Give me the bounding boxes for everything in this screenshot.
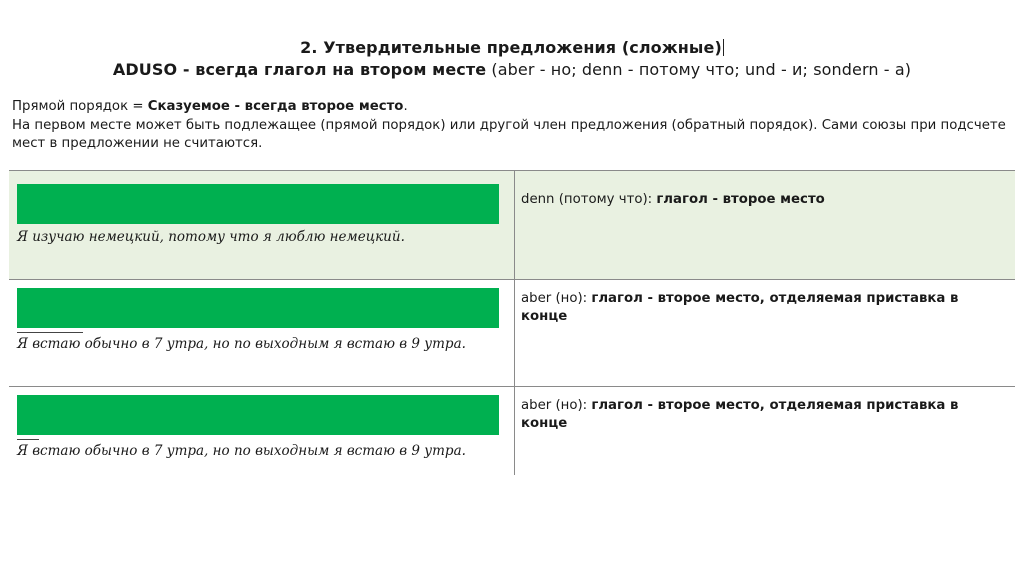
- rule-description: глагол - второе место: [656, 192, 825, 207]
- underline-fragment: [17, 439, 39, 440]
- slide-title: [0, 38, 1024, 57]
- intro-plain: Прямой порядок =: [12, 99, 148, 114]
- rule-conjunction: denn (потому что):: [521, 192, 657, 207]
- rule-text: [521, 191, 1005, 209]
- rule-description: глагол - второе место, отделяемая приставка в конце: [521, 291, 959, 324]
- text-cursor: [723, 39, 724, 56]
- subtitle-bold: ADUSO - всегда глагол на втором месте: [112, 60, 487, 79]
- intro-end: .: [403, 99, 408, 114]
- example-sentence: Я встаю обычно в 7 утра, но по выходным я встаю в 9 утра.: [17, 443, 466, 459]
- rule-cell: [515, 387, 1016, 476]
- rule-cell: [515, 280, 1016, 387]
- rules-table: [9, 170, 1015, 475]
- rule-cell: [515, 171, 1016, 280]
- rule-conjunction: aber (но):: [521, 398, 592, 413]
- redaction-block: [17, 395, 499, 435]
- redaction-block: [17, 184, 499, 224]
- intro-line-1: [12, 98, 1012, 116]
- redaction-block: [17, 288, 499, 328]
- rule-text: [521, 397, 1005, 433]
- example-sentence: Я встаю обычно в 7 утра, но по выходным я встаю в 9 утра.: [17, 336, 466, 352]
- underline-fragment: [17, 332, 83, 333]
- example-cell: [9, 171, 515, 280]
- table-row: [9, 280, 1015, 387]
- rule-description: глагол - второе место, отделяемая приставка в конце: [521, 398, 959, 431]
- example-cell: [9, 280, 515, 387]
- intro-line-2: На первом месте может быть подлежащее (прямой порядок) или другой член предложения (обратный порядок). Сами союзы при подсчете мест в предложении не считаются.: [12, 118, 1006, 151]
- subtitle-rest: (aber - но; denn - потому что; und - и; sondern - а): [486, 60, 912, 79]
- table-row: [9, 171, 1015, 280]
- intro-bold: Сказуемое - всегда второе место: [147, 99, 404, 114]
- example-sentence: Я изучаю немецкий, потому что я люблю немецкий.: [17, 229, 405, 245]
- table-row: [9, 387, 1015, 476]
- slide-subtitle: [0, 60, 1024, 79]
- slide-title-text: 2. Утвердительные предложения (сложные): [300, 38, 722, 57]
- example-cell: [9, 387, 515, 476]
- rule-text: [521, 290, 1005, 326]
- rule-conjunction: aber (но):: [521, 291, 592, 306]
